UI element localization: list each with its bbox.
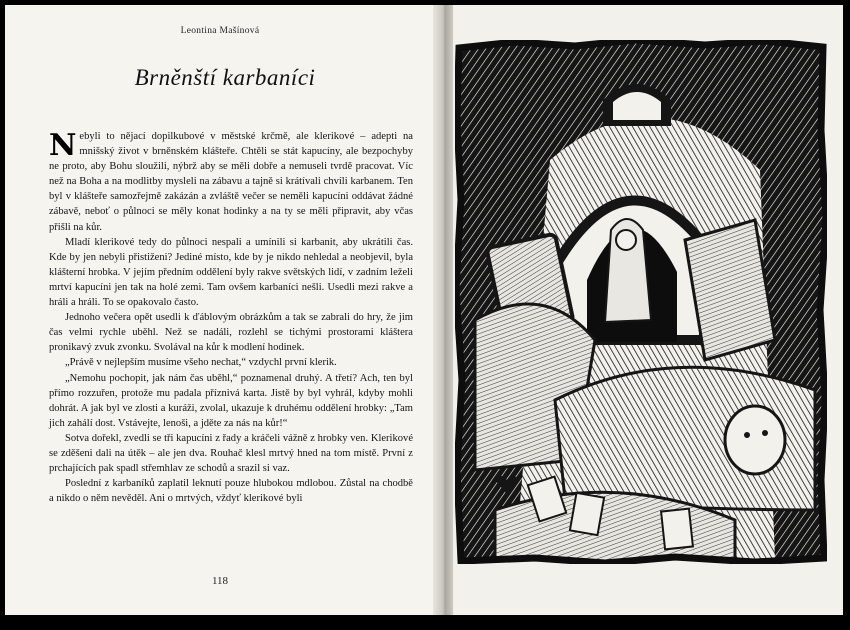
woodcut-illustration bbox=[455, 40, 827, 564]
cleric-eye-icon bbox=[744, 432, 750, 438]
playing-card-icon bbox=[570, 493, 604, 535]
paragraph-6: Sotva dořekl, zvedli se tři kapucíni z řady a kráčeli vážně z hrobky ven. Klerikové se zděšeni dali na útěk – ale jen dva. Rouhač klesl mrtvý hned na tom místě. První z prchajících pak spadl střemhlav ze schodů a srazil si vaz. bbox=[49, 432, 413, 475]
left-page bbox=[5, 5, 435, 615]
paragraph-1 bbox=[49, 129, 413, 235]
cleric-eye-icon bbox=[762, 430, 768, 436]
cleric-face bbox=[725, 406, 785, 474]
paragraph-2: Mladí klerikové tedy do půlnoci nespali a umínili si karbanit, aby ukrátili čas. Kde by jen nebyli přistiženi? Jediné místo, kde by je nikdo nehledal a neobjevil, byla klášterní hrobka. V jejím předním oddělení byly rakve světských lidí, v zadním leželi mrtví kapucíni jen tak na holé zemi. Tam ovšem karbaníci nešli. Usedli mezi rakve a hráli a hráli. To se opakovalo často. bbox=[49, 236, 413, 309]
paragraph-1-text: ebyli to nějací dopilkubové v městské krčmě, ale klerikové – adepti na mnišský život v brněnském klášteře. Chtěli se stát kapucíny, ale bezpochyby ne proto, aby Bohu sloužili, nýbrž aby se měli dobře a nemuseli tvrdě pracovat. Víc než na Boha a na modlitby mysleli na zábavu a tajně si krátívali chvíli karbanem. Ten byl v klášteře samozřejmě zakázán a zvláště večer se neměli kapucíni oddávat žádné zábavě, neboť o půlnoci se měly konat hodinky a na ty se měli připravit, aby včas přišli na kůr. bbox=[49, 131, 413, 233]
chapter-title: Brněnští karbaníci bbox=[134, 65, 316, 90]
illustration-artwork bbox=[455, 40, 827, 564]
paragraph-4: „Právě v nejlepším musíme všeho nechat,“ vzdychl první klerik. bbox=[65, 357, 337, 369]
book-gutter bbox=[433, 5, 455, 615]
playing-card-icon bbox=[661, 509, 693, 550]
paragraph-5: „Nemohu pochopit, jak nám čas uběhl,“ poznamenal druhý. A třetí? Ach, ten byl přímo rozzuřen, protože mu padala příznivá karta. Jistě by byl vyhrál, kdyby mohli dohrát. A jak byl ve zlosti a kuráži, zvolal, ukazuje k druhému oddělení hrobky: „Tam jich zahálí dost. Vstávejte, lenoši, a jděte za nás na kůr!“ bbox=[49, 372, 413, 429]
running-header: Leontina Mašínová bbox=[180, 26, 260, 36]
skull-icon bbox=[616, 230, 636, 250]
body-text bbox=[49, 129, 413, 506]
paragraph-7: Poslední z karbaníků zaplatil leknutí pouze hlubokou mdlobou. Zůstal na chodbě a nikdo o něm nevěděl. Ani o mrtvých, vždyť klerikové byli bbox=[49, 478, 413, 505]
page-number: 118 bbox=[211, 575, 229, 587]
paragraph-3: Jednoho večera opět usedli k ďáblovým obrázkům a tak se zabrali do hry, že jim čas velmi rychle uběhl. Než se nadáli, rozlehl se tichými prostorami kláštera pronikavý zvuk zvonku. Svolával na kůr k modlení hodinek. bbox=[49, 312, 413, 354]
drop-cap: N bbox=[49, 128, 77, 163]
